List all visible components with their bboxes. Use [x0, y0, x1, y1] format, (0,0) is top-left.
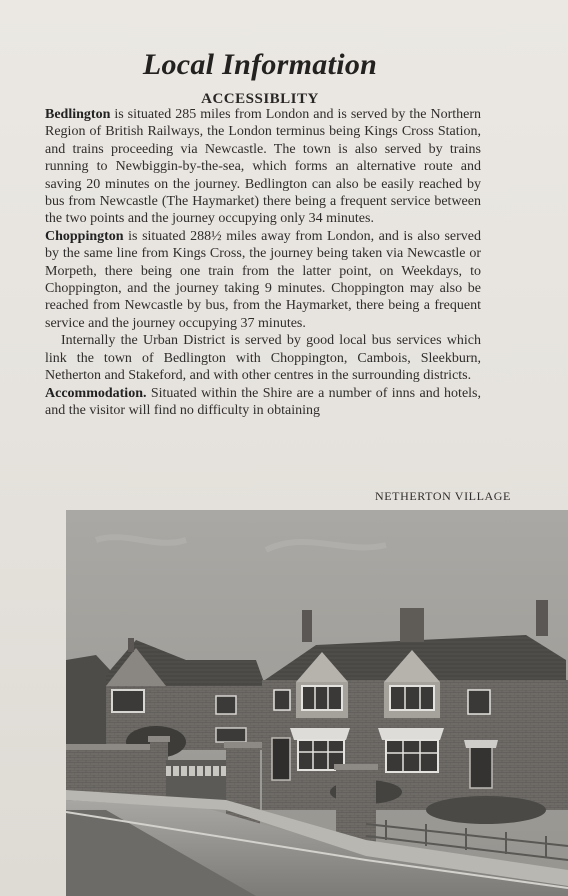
photograph-semi-detached-houses-icon: [66, 510, 568, 896]
body-text: [45, 106, 481, 419]
paragraph-choppington: [45, 228, 481, 332]
paragraph-lead: Choppington: [45, 228, 124, 244]
paragraph-text: is situated 285 miles from London and is served by the Northern Region of British Railways, the London terminus being Kings Cross Station, and trains proceeding via Newcastle. The town is also served by trains running to Newbiggin-by-the-sea, which forms an alternative route and saving 20 minutes on the journey. Bedlington can also be easily reached by bus from Newcastle (The Haymarket) there being a frequent service between the two points and the journey occupying only 34 minutes.: [45, 107, 481, 227]
paragraph-internal-services: [45, 332, 481, 384]
paragraph-text: Internally the Urban District is served by good local bus services which link the town of Bedlington with Choppington, Cambois, Sleekburn, Netherton and Stakeford, and with other centres in the surrounding districts.: [45, 333, 481, 384]
paragraph-accommodation: [45, 385, 481, 420]
village-photograph: [66, 510, 568, 896]
photo-caption: NETHERTON VILLAGE: [374, 489, 511, 503]
paragraph-bedlington: [45, 106, 481, 228]
page-title: Local Information: [142, 48, 378, 81]
section-heading: ACCESSIBLITY: [201, 91, 319, 107]
paragraph-text: is situated 288½ miles away from London, and is also served by the same line from Kings Cross, the journey being taken via Newcastle or Morpeth, there being one train from the latter point, on Weekdays, to Choppington, and the journey taking 9 minutes. Choppington may also be reached from Newcastle by bus, from the Haymarket, there being a frequent service and the journey occupying 37 minutes.: [45, 228, 481, 331]
paragraph-text: Situated within the Shire are a number of inns and hotels, and the visitor will find no difficulty in obtaining: [45, 385, 481, 418]
paragraph-lead: Bedlington: [45, 107, 111, 122]
paragraph-lead: Accommodation.: [45, 385, 147, 401]
